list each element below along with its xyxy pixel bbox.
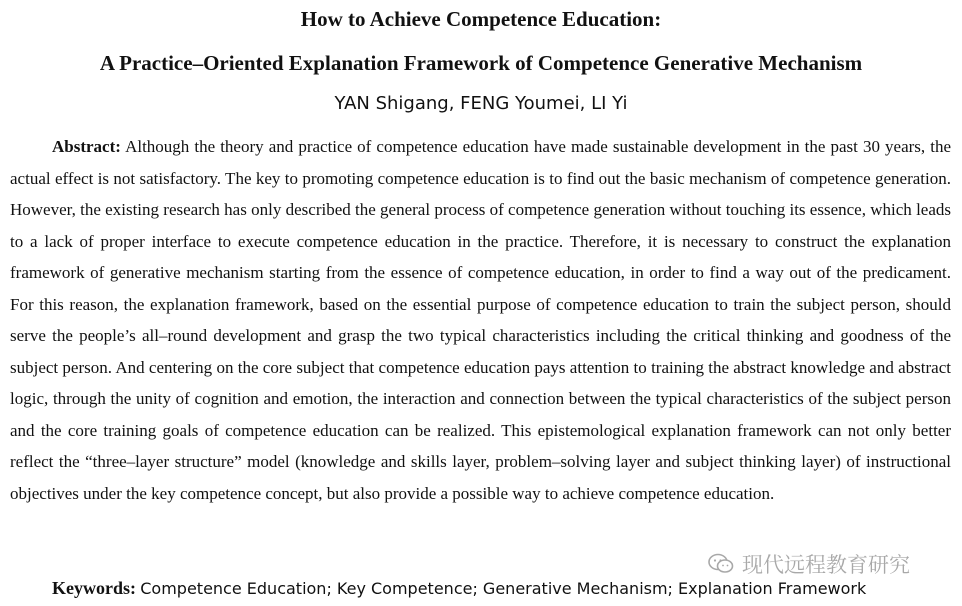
watermark: [708, 547, 910, 581]
abstract-label: Abstract:: [52, 137, 121, 156]
abstract-paragraph: [10, 131, 951, 509]
watermark-text: 现代远程教育研究: [742, 553, 910, 577]
paper-authors: YAN Shigang, FENG Youmei, LI Yi: [334, 93, 628, 114]
keywords-text: Competence Education; Key Competence; Generative Mechanism; Explanation Framework: [140, 579, 867, 598]
paper-title-line-1: How to Achieve Competence Education:: [300, 7, 662, 31]
paper-title-line-2: A Practice–Oriented Explanation Framework of Competence Generative Mechanism: [99, 51, 863, 75]
keywords-label: Keywords:: [52, 578, 136, 598]
abstract-text: Although the theory and practice of competence education have made sustainable development in the past 30 years, the actual effect is not satisfactory. The key to promoting competence education is to find out the basic mechanism of competence generation. However, the existing research has only described the general process of competence generation without touching its essence, which leads to a lack of proper interface to execute competence education in the practice. Therefore, it is necessary to construct the explanation framework of generative mechanism starting from the essence of competence education, in order to find a way out of the predicament. For this reason, the explanation framework, based on the essential purpose of competence education to train the subject person, should serve the people’s all–round development and grasp the two typical characteristics including the critical thinking and goodness of the subject person. And centering on the core subject that competence education pays attention to training the abstract knowledge and abstract logic, through the unity of cognition and emotion, the interaction and connection between the typical characteristics of the subject person and the core training goals of competence education can be realized. This epistemological explanation framework can not only better reflect the “three–layer structure” model (knowledge and skills layer, problem–solving layer and subject thinking layer) of instructional objectives under the key competence concept, but also provide a possible way to achieve competence education.: [10, 137, 951, 503]
wechat-icon: [708, 553, 734, 575]
